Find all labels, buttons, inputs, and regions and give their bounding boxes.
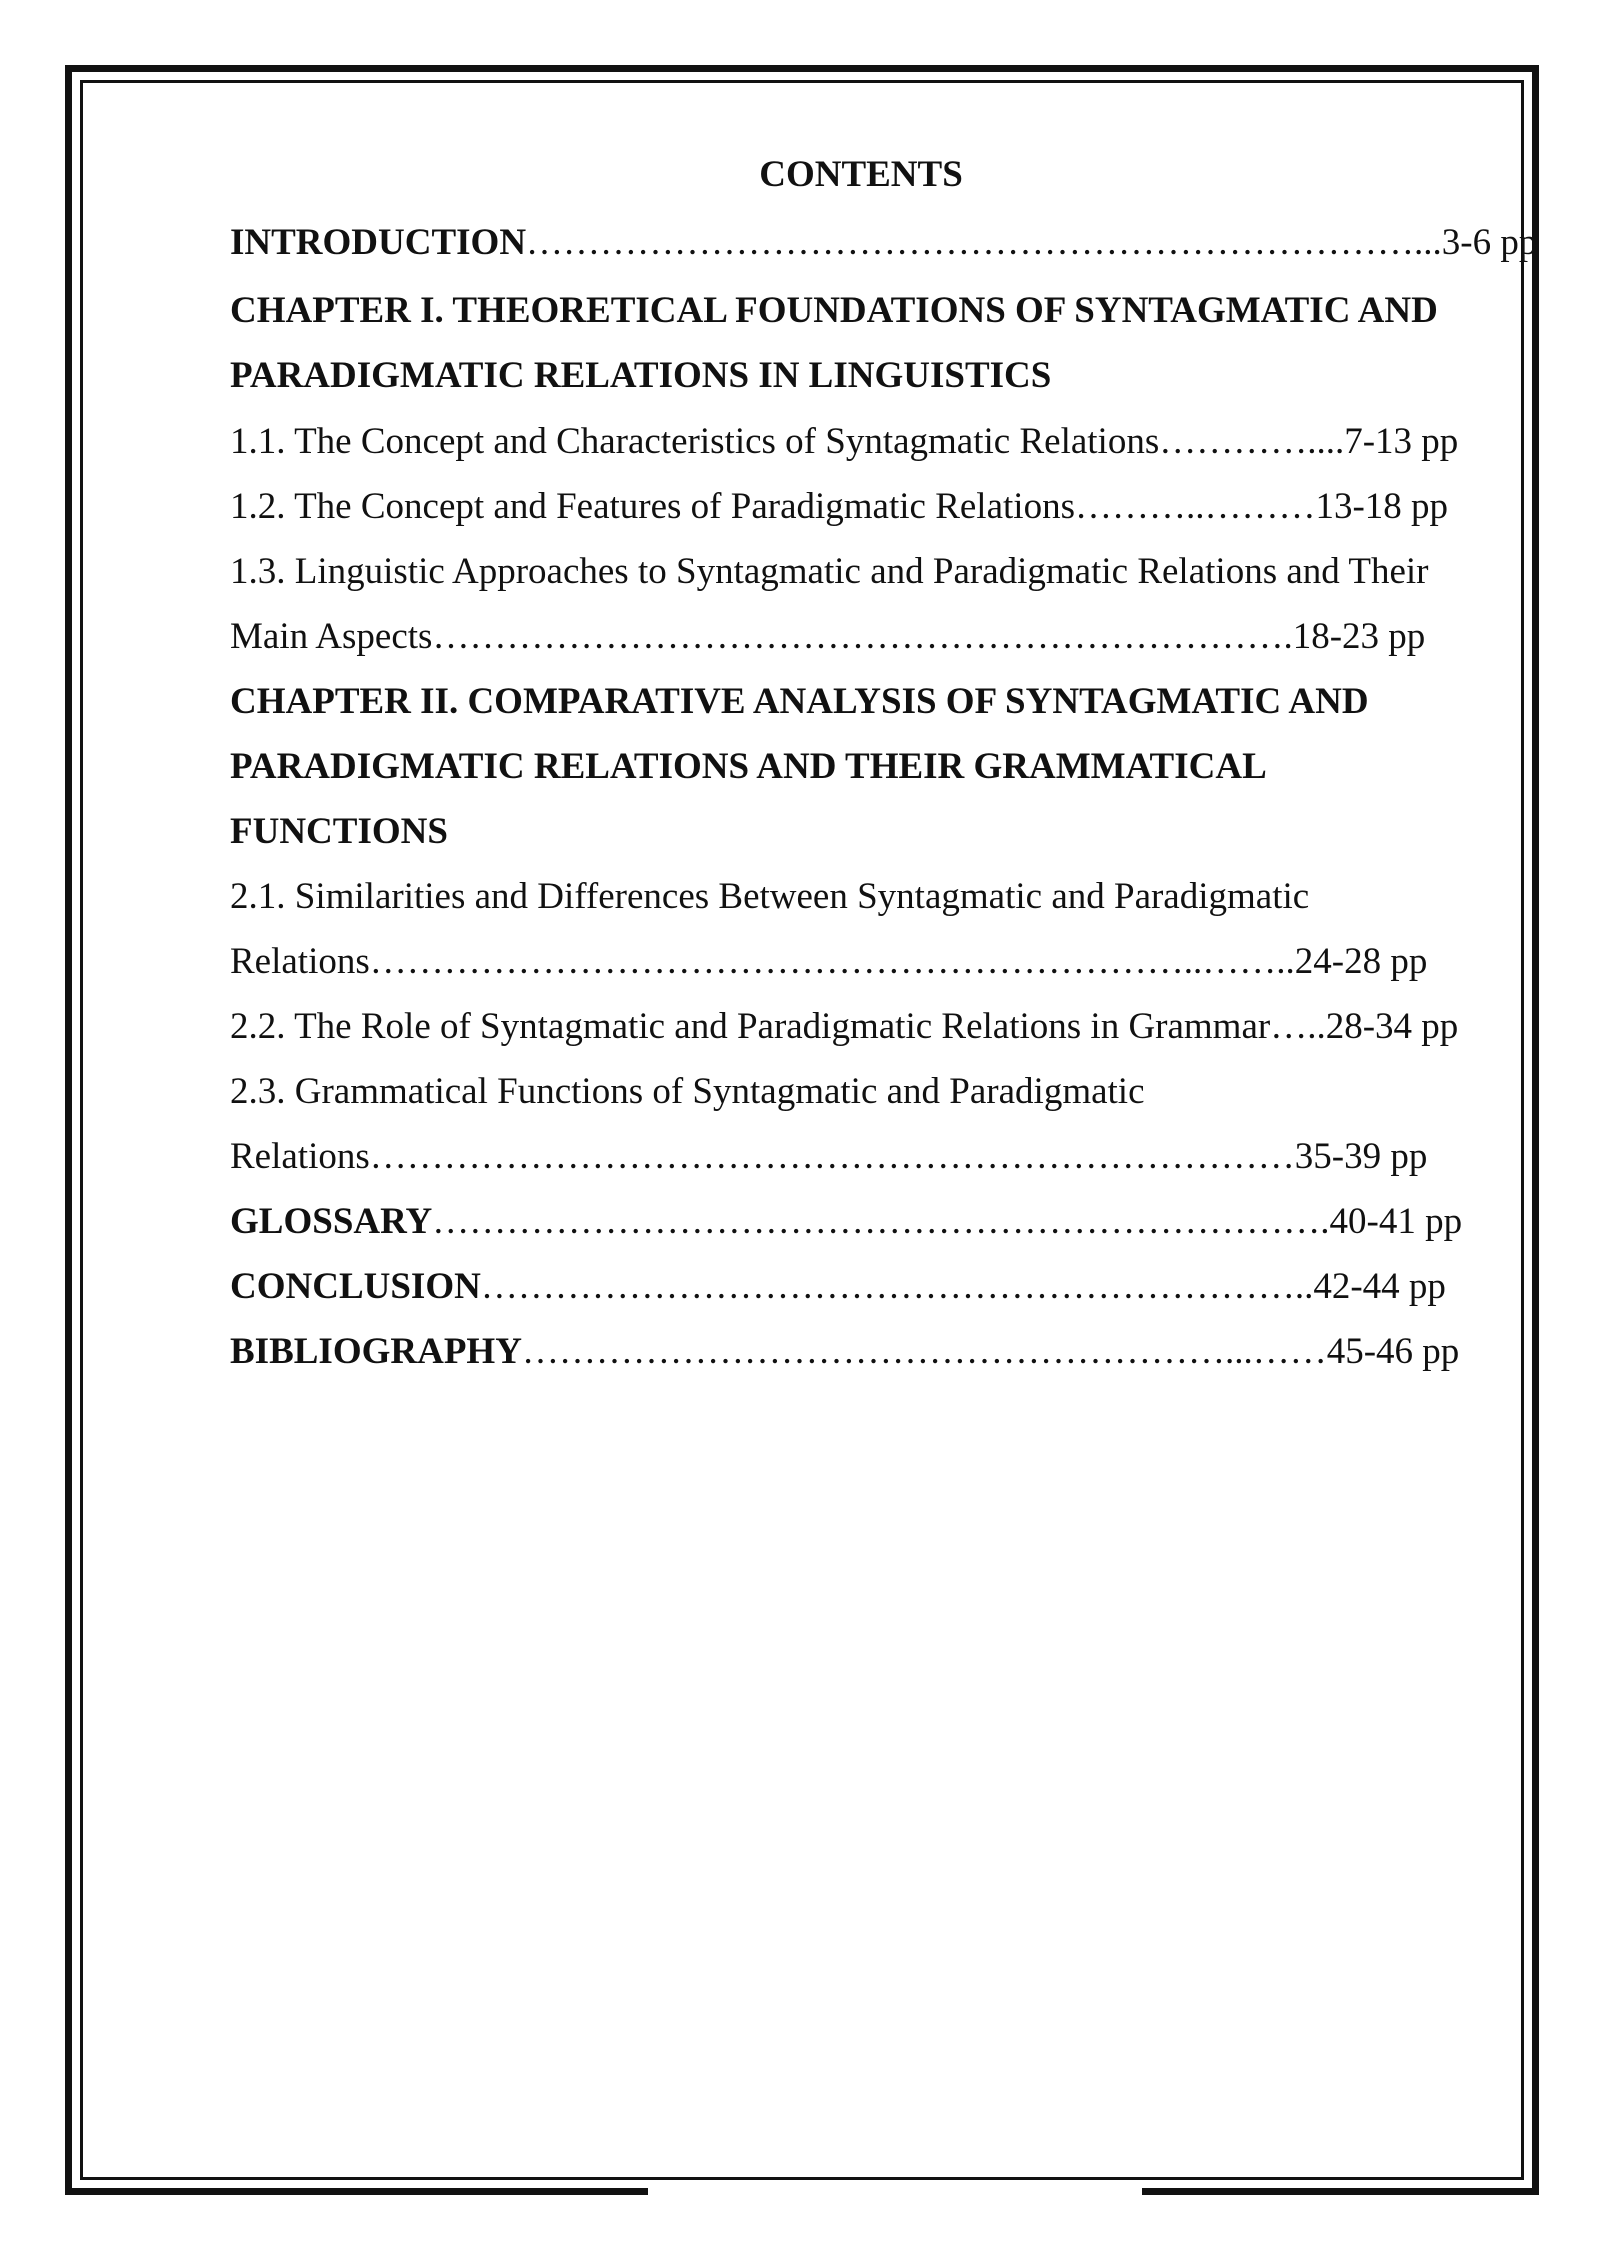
toc-entry-1-1[interactable] bbox=[230, 417, 1492, 467]
toc-entry-label: 2.2. The Role of Syntagmatic and Paradigmatic Relations in Grammar bbox=[230, 1006, 1271, 1047]
toc-chapter-1-heading-line-1[interactable] bbox=[230, 286, 1492, 336]
toc-page-range: 18-23 pp bbox=[1292, 616, 1426, 657]
toc-entry-label: CHAPTER I. THEORETICAL FOUNDATIONS OF SYNTAGMATIC AND bbox=[230, 290, 1438, 331]
toc-entry-glossary[interactable] bbox=[230, 1197, 1492, 1247]
toc-page-range: 28-34 pp bbox=[1325, 1006, 1459, 1047]
toc-entry-bibliography[interactable] bbox=[230, 1327, 1492, 1377]
toc-chapter-2-heading-line-2[interactable] bbox=[230, 742, 1492, 792]
toc-leader-dots: ……………………………………………………………. bbox=[432, 616, 1293, 657]
toc-entry-label: BIBLIOGRAPHY bbox=[230, 1331, 522, 1372]
toc-leader-dots: ….. bbox=[1270, 1006, 1326, 1047]
contents-title: CONTENTS bbox=[759, 154, 963, 195]
toc-page-range: 13-18 pp bbox=[1315, 486, 1449, 527]
toc-entry-2-3-line-2[interactable] bbox=[230, 1132, 1492, 1182]
toc-leader-dots: ………….... bbox=[1159, 421, 1345, 462]
toc-entry-label: 1.3. Linguistic Approaches to Syntagmatic and Paradigmatic Relations and Their bbox=[230, 551, 1429, 592]
toc-leader-dots: ………..……… bbox=[1074, 486, 1316, 527]
toc-entry-1-3-line-1[interactable] bbox=[230, 547, 1492, 597]
toc-entry-2-1-line-2[interactable] bbox=[230, 937, 1492, 987]
toc-entry-label: 1.2. The Concept and Features of Paradigmatic Relations bbox=[230, 486, 1075, 527]
toc-entry-1-2[interactable] bbox=[230, 482, 1492, 532]
toc-leader-dots: …………………………………………………...…… bbox=[521, 1331, 1327, 1372]
toc-entry-2-2[interactable] bbox=[230, 1002, 1492, 1052]
toc-chapter-1-heading-line-2[interactable] bbox=[230, 351, 1492, 401]
toc-entry-label: Main Aspects bbox=[230, 616, 433, 657]
toc-entry-label: 1.1. The Concept and Characteristics of Syntagmatic Relations bbox=[230, 421, 1160, 462]
toc-entry-label: PARADIGMATIC RELATIONS IN LINGUISTICS bbox=[230, 355, 1052, 396]
toc-leader-dots: …………………………………………………………..…….. bbox=[369, 941, 1295, 982]
toc-entry-label: GLOSSARY bbox=[230, 1201, 433, 1242]
toc-leader-dots: ………………………………………………………………... bbox=[526, 222, 1442, 263]
toc-entry-label: CHAPTER II. COMPARATIVE ANALYSIS OF SYNTAGMATIC AND bbox=[230, 681, 1369, 722]
toc-entry-2-3-line-1[interactable] bbox=[230, 1067, 1492, 1117]
toc-entry-label: INTRODUCTION bbox=[230, 222, 527, 263]
toc-page-range: 24-28 pp bbox=[1294, 941, 1428, 982]
toc-entry-label: 2.1. Similarities and Differences Between Syntagmatic and Paradigmatic bbox=[230, 876, 1310, 917]
toc-entry-label: PARADIGMATIC RELATIONS AND THEIR GRAMMATICAL bbox=[230, 746, 1267, 787]
toc-chapter-2-heading-line-1[interactable] bbox=[230, 677, 1492, 727]
toc-entry-label: FUNCTIONS bbox=[230, 811, 448, 852]
toc-entry-label: CONCLUSION bbox=[230, 1266, 481, 1307]
toc-entry-conclusion[interactable] bbox=[230, 1262, 1492, 1312]
toc-leader-dots: ………………………………………………………….. bbox=[480, 1266, 1314, 1307]
toc-entry-introduction[interactable] bbox=[230, 218, 1538, 268]
toc-leader-dots: ………………………………………………………………… bbox=[369, 1136, 1295, 1177]
toc-page-range: 42-44 pp bbox=[1313, 1266, 1446, 1307]
toc-page-range: 7-13 pp bbox=[1344, 421, 1459, 462]
toc-chapter-2-heading-line-3[interactable] bbox=[230, 807, 1492, 857]
toc-page-range: 35-39 pp bbox=[1294, 1136, 1428, 1177]
toc-page-range: 3-6 pp bbox=[1441, 222, 1538, 263]
page-border-gap bbox=[648, 2180, 1142, 2204]
toc-entry-label: Relations bbox=[230, 941, 370, 982]
toc-page-range: 40-41 pp bbox=[1329, 1201, 1463, 1242]
toc-page-range: 45-46 pp bbox=[1326, 1331, 1460, 1372]
toc-entry-label: 2.3. Grammatical Functions of Syntagmatic and Paradigmatic bbox=[230, 1071, 1145, 1112]
toc-entry-2-1-line-1[interactable] bbox=[230, 872, 1492, 922]
toc-leader-dots: ………………………………………………………………. bbox=[432, 1201, 1330, 1242]
toc-entry-1-3-line-2[interactable] bbox=[230, 612, 1492, 662]
toc-entry-label: Relations bbox=[230, 1136, 370, 1177]
